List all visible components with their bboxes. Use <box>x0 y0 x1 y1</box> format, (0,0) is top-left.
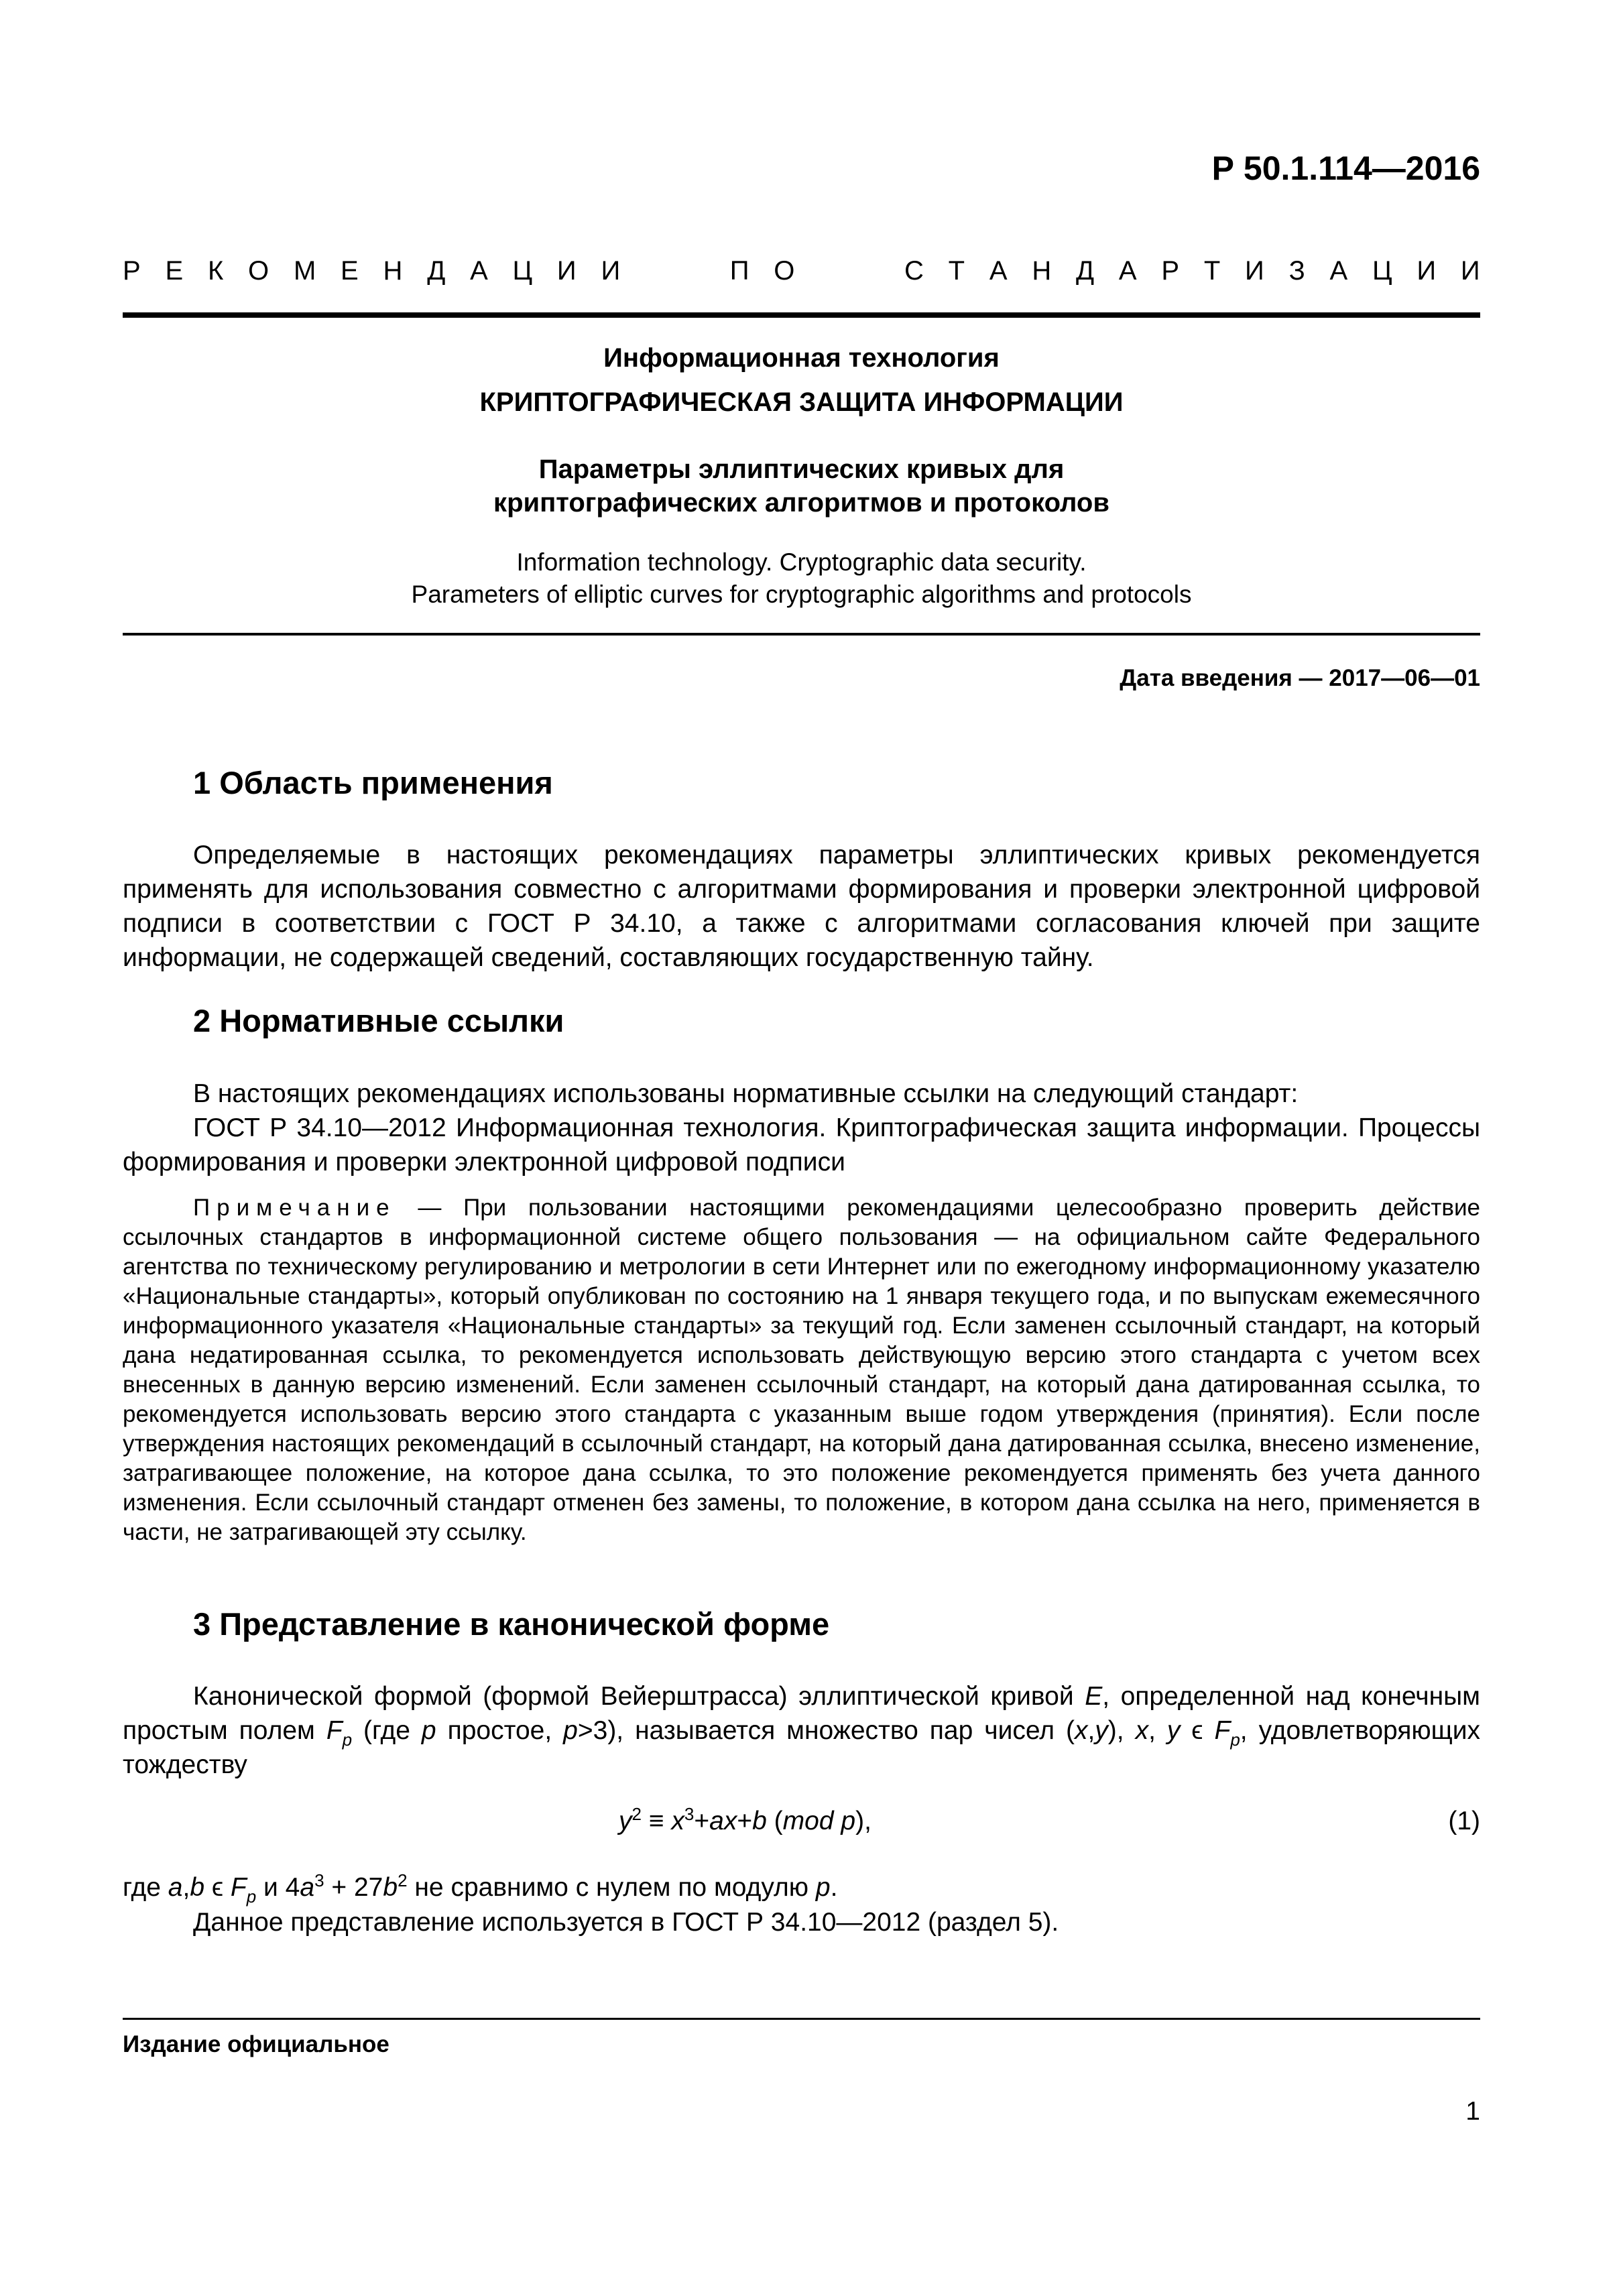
page-number: 1 <box>1465 2097 1480 2126</box>
series-letter: Н <box>383 256 403 286</box>
section-3-last-line: Данное представление используется в ГОСТ Р 34.10—2012 (раздел 5). <box>193 1908 1059 1937</box>
note-label: Примечание <box>193 1195 396 1221</box>
formula-number: (1) <box>1448 1807 1480 1835</box>
series-letter: Е <box>341 256 359 286</box>
introduction-date: Дата введения — 2017—06—01 <box>1120 665 1480 691</box>
header-rule <box>123 312 1480 318</box>
title-line-2: КРИПТОГРАФИЧЕСКАЯ ЗАЩИТА ИНФОРМАЦИИ <box>479 387 1124 417</box>
title-line-3: Параметры эллиптических кривых для <box>538 455 1065 484</box>
series-letter: Ц <box>512 256 533 286</box>
note-text: — При пользовании настоящими рекомендациями целесообразно проверить действие ссылочных стандартов в информационной системе общего пользования — на официальном сайте Федерального агентства по техническому регулированию и метрологии в сети Интернет или по ежегодному информационному указателю «Национальные стандарты», который опубликован по состоянию на 1 января текущего года, и по выпускам ежемесячного информационного указателя «Национальные стандарты» за текущий год. Если заменен ссылочный стандарт, на который дана недатированная ссылка, то рекомендуется использовать действующую версию этого стандарта с учетом всех внесенных в данную версию изменений. Если заменен ссылочный стандарт, на который дана датированная ссылка, то рекомендуется использовать версию этого стандарта с указанным выше годом утверждения (принятия). Если после утверждения настоящих рекомендаций в ссылочный стандарт, на который дана датированная ссылка, внесено изменение, затрагивающее положение, на которое дана ссылка, то это положение рекомендуется применять без учета данного изменения. Если ссылочный стандарт отменен без замены, то положение, в котором дана ссылка на него, применяется в части, не затрагивающей эту ссылку. <box>123 1195 1480 1545</box>
series-letter: Р <box>123 256 141 286</box>
series-letter: М <box>293 256 316 286</box>
series-title <box>123 256 1480 286</box>
title-rule <box>123 633 1480 636</box>
section-2-intro: В настоящих рекомендациях использованы нормативные ссылки на следующий стандарт: <box>193 1079 1299 1108</box>
series-letter: А <box>989 256 1008 286</box>
series-letter: Ц <box>1372 256 1392 286</box>
series-letter: Е <box>165 256 184 286</box>
section-2-heading: 2 Нормативные ссылки <box>193 1003 564 1038</box>
series-letter: Р <box>1161 256 1180 286</box>
title-line-4: криптографических алгоритмов и протоколов <box>493 488 1109 518</box>
title-english-1: Information technology. Cryptographic data security. <box>516 548 1087 576</box>
section-1-heading: 1 Область применения <box>193 765 553 800</box>
series-letter: П <box>729 256 749 286</box>
series-gap <box>819 256 880 286</box>
series-letter: О <box>774 256 795 286</box>
section-3-heading: 3 Представление в канонической форме <box>193 1606 830 1642</box>
series-gap <box>645 256 705 286</box>
formula-row <box>123 1804 1480 1847</box>
series-letter: А <box>470 256 488 286</box>
series-letter: Т <box>1203 256 1221 286</box>
series-letter: И <box>1460 256 1480 286</box>
series-letter: С <box>904 256 924 286</box>
document-number: Р 50.1.114—2016 <box>1211 149 1480 187</box>
section-1-text: Определяемые в настоящих рекомендациях параметры эллиптических кривых рекомендуется применять для использования совместно с алгоритмами формирования и проверки электронной цифровой подписи в соответствии с ГОСТ Р 34.10, а также с алгоритмами согласования ключей при защите информации, не содержащей сведений, составляющих государственную тайну. <box>123 841 1480 972</box>
series-letter: И <box>1245 256 1264 286</box>
series-letter: Т <box>948 256 965 286</box>
title-english-2: Parameters of elliptic curves for cryptographic algorithms and protocols <box>411 581 1192 608</box>
series-letter: З <box>1288 256 1305 286</box>
series-letter: Д <box>427 256 446 286</box>
section-3-text: Канонической формой (формой Вейерштрасса) эллиптической кривой E, определенной над конечным простым полем $F_p$ (где p простое, p>3), называется множество пар чисел (x,y), x, y ϵ $F_p$, удовлетворяющих тождеству <box>123 1682 1481 1779</box>
series-letter: О <box>248 256 269 286</box>
normative-reference: ГОСТ Р 34.10—2012 Информационная технология. Криптографическая защита информации. Процессы формирования и проверки электронной цифровой подписи <box>123 1113 1480 1176</box>
formula-explanation: где a,b ϵ $F_p$ и $4a^3 + 27b^2$ не сравнимо с нулем по модулю p. <box>123 1870 838 1907</box>
series-letter: И <box>556 256 577 286</box>
series-letter: А <box>1329 256 1348 286</box>
series-letter: И <box>601 256 621 286</box>
series-letter: К <box>207 256 224 286</box>
series-letter: А <box>1118 256 1137 286</box>
note <box>123 1193 1480 1547</box>
official-edition-label: Издание официальное <box>123 2031 389 2057</box>
footer-rule <box>123 2018 1480 2020</box>
series-letter: И <box>1417 256 1437 286</box>
series-letter: Н <box>1032 256 1052 286</box>
series-letter: Д <box>1076 256 1095 286</box>
title-line-1: Информационная технология <box>603 343 1000 373</box>
formula: $y^2 \equiv x^3+ax+b$ (mod p), <box>619 1804 871 1835</box>
